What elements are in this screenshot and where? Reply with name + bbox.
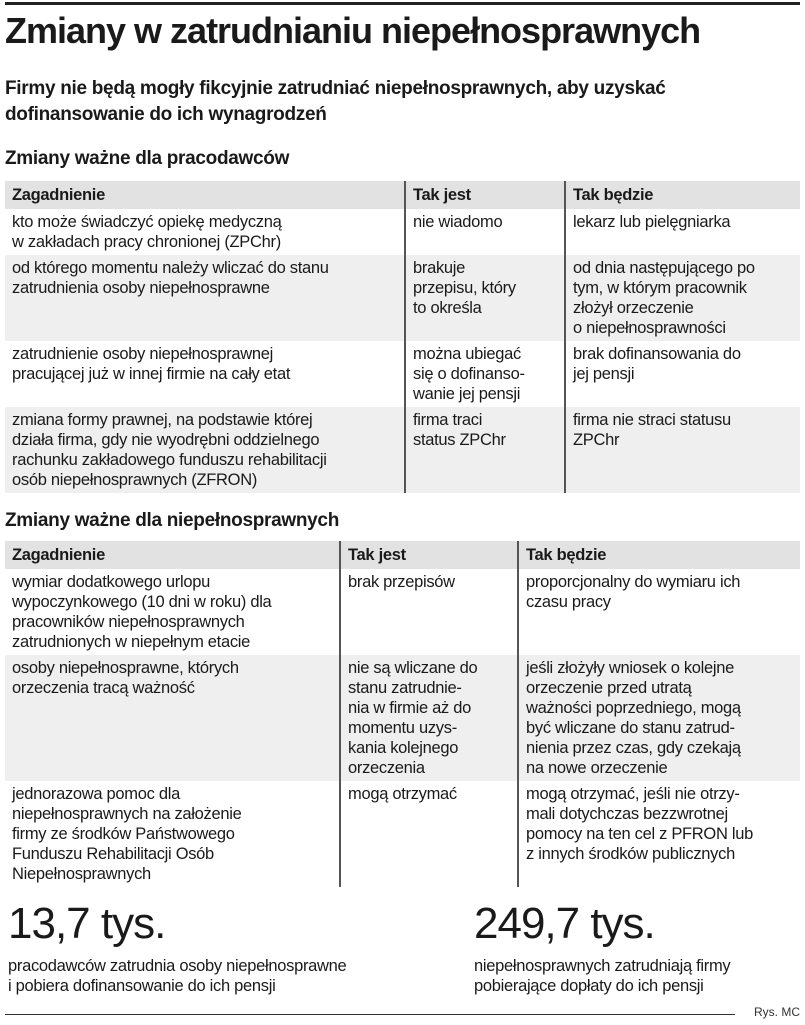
cell-line: lekarz lub pielęgniarka xyxy=(573,213,731,231)
cell-line: kto może świadczyć opiekę medyczną xyxy=(12,213,282,231)
top-rule xyxy=(5,2,800,5)
cell-line: działa firma, gdy nie wyodrębni oddzielnego xyxy=(12,431,320,449)
stat-desc-line: niepełnosprawnych zatrudniają firmy xyxy=(474,957,731,975)
cell-line: na nowe orzeczenie xyxy=(526,759,668,777)
subtitle xyxy=(5,76,666,128)
table-cell xyxy=(5,255,405,341)
cell-line: się o dofinanso- xyxy=(413,365,525,383)
cell-line: brak przepisów xyxy=(348,573,455,591)
cell-line: zmiana formy prawnej, na podstawie której xyxy=(12,411,313,429)
cell-line: firma traci xyxy=(413,411,483,429)
table-cell xyxy=(405,341,565,407)
table-row xyxy=(5,781,800,887)
cell-line: nie są wliczane do xyxy=(348,659,478,677)
column-header: Tak jest xyxy=(405,181,565,209)
stat-desc-line: pracodawców zatrudnia osoby niepełnosprawne xyxy=(8,957,347,975)
table-header-row xyxy=(5,541,800,569)
column-header: Zagadnienie xyxy=(5,181,405,209)
table-cell xyxy=(565,341,800,407)
cell-line: Funduszu Rehabilitacji Osób xyxy=(12,845,214,863)
stat-employers xyxy=(8,900,346,996)
bottom-rule xyxy=(5,1014,735,1015)
table-row xyxy=(5,341,800,407)
column-header: Zagadnienie xyxy=(5,541,340,569)
table-cell xyxy=(340,781,518,887)
cell-line: rachunku zakładowego funduszu rehabilitacji xyxy=(12,451,327,469)
stat-desc-line: i pobiera dofinansowanie do ich pensji xyxy=(8,977,276,995)
cell-line: ważności poprzedniego, mogą xyxy=(526,699,741,717)
section-heading-disabled: Zmiany ważne dla niepełnosprawnych xyxy=(5,510,339,531)
cell-line: pomocy na ten cel z PFRON lub xyxy=(526,825,753,843)
cell-line: od którego momentu należy wliczać do stanu xyxy=(12,259,329,277)
stat-disabled-workers xyxy=(474,900,730,996)
cell-line: być wliczane do stanu zatrud- xyxy=(526,719,735,737)
cell-line: wypoczynkowego (10 dni w roku) dla xyxy=(12,593,272,611)
table-cell xyxy=(5,655,340,781)
disabled-table xyxy=(5,541,800,887)
cell-line: od dnia następującego po xyxy=(573,259,755,277)
table-cell xyxy=(518,569,800,655)
employers-table xyxy=(5,181,800,493)
cell-line: zatrudnienia osoby niepełnosprawne xyxy=(12,279,270,297)
cell-line: można ubiegać xyxy=(413,345,522,363)
table-cell xyxy=(5,781,340,887)
cell-line: zatrudnienie osoby niepełnosprawnej xyxy=(12,345,274,363)
cell-line: niepełnosprawnych na założenie xyxy=(12,805,242,823)
cell-line: nia w firmie aż do xyxy=(348,699,471,717)
table-cell xyxy=(405,407,565,493)
cell-line: nienia przez czas, gdy czekają xyxy=(526,739,741,757)
table-row xyxy=(5,407,800,493)
cell-line: złożył orzeczenie xyxy=(573,299,694,317)
table-cell xyxy=(5,407,405,493)
table-cell xyxy=(5,341,405,407)
table-cell xyxy=(565,255,800,341)
cell-line: stanu zatrudnie- xyxy=(348,679,462,697)
table-row xyxy=(5,255,800,341)
cell-line: tym, w którym pracownik xyxy=(573,279,747,297)
column-header: Tak jest xyxy=(340,541,518,569)
cell-line: ZPChr xyxy=(573,431,620,449)
cell-line: mogą otrzymać, jeśli nie otrzy- xyxy=(526,785,740,803)
cell-line: firmy ze środków Państwowego xyxy=(12,825,235,843)
cell-line: osób niepełnosprawnych (ZFRON) xyxy=(12,471,258,489)
cell-line: pracowników niepełnosprawnych xyxy=(12,613,245,631)
cell-line: wanie jej pensji xyxy=(413,385,521,403)
cell-line: Niepełnosprawnych xyxy=(12,865,151,883)
cell-line: kania kolejnego xyxy=(348,739,459,757)
cell-line: w zakładach pracy chronionej (ZPChr) xyxy=(12,233,281,251)
cell-line: z innych środków publicznych xyxy=(526,845,735,863)
table-cell xyxy=(5,569,340,655)
cell-line: proporcjonalny do wymiaru ich xyxy=(526,573,741,591)
cell-line: o niepełnosprawności xyxy=(573,319,726,337)
table-cell xyxy=(340,569,518,655)
cell-line: jednorazowa pomoc dla xyxy=(12,785,180,803)
page-title: Zmiany w zatrudnianiu niepełnosprawnych xyxy=(5,10,701,51)
table-cell xyxy=(518,655,800,781)
cell-line: orzeczenia xyxy=(348,759,425,777)
table-row xyxy=(5,655,800,781)
stat-value: 249,7 tys. xyxy=(474,899,655,948)
cell-line: brakuje xyxy=(413,259,466,277)
column-header: Tak będzie xyxy=(565,181,800,209)
cell-line: nie wiadomo xyxy=(413,213,503,231)
credit: Rys. MC xyxy=(754,1005,800,1019)
column-header: Tak będzie xyxy=(518,541,800,569)
cell-line: orzeczenie przed utratą xyxy=(526,679,692,697)
stat-desc-line: pobierające dopłaty do ich pensji xyxy=(474,977,704,995)
cell-line: firma nie straci statusu xyxy=(573,411,731,429)
cell-line: status ZPChr xyxy=(413,431,506,449)
cell-line: osoby niepełnosprawne, których xyxy=(12,659,239,677)
cell-line: momentu uzys- xyxy=(348,719,457,737)
table-row xyxy=(5,209,800,255)
table-cell xyxy=(5,209,405,255)
section-heading-employers: Zmiany ważne dla pracodawców xyxy=(5,148,290,169)
cell-line: jeśli złożyły wniosek o kolejne xyxy=(526,659,735,677)
cell-line: mali dotychczas bezzwrotnej xyxy=(526,805,728,823)
cell-line: wymiar dodatkowego urlopu xyxy=(12,573,210,591)
cell-line: pracującej już w innej firmie na cały etat xyxy=(12,365,291,383)
table-cell xyxy=(518,781,800,887)
cell-line: przepisu, który xyxy=(413,279,516,297)
cell-line: jej pensji xyxy=(573,365,635,383)
cell-line: zatrudnionych w niepełnym etacie xyxy=(12,633,251,651)
subtitle-line: dofinansowanie do ich wynagrodzeń xyxy=(5,104,327,125)
cell-line: orzeczenia tracą ważność xyxy=(12,679,195,697)
subtitle-line: Firmy nie będą mogły fikcyjnie zatrudniać niepełnosprawnych, aby uzyskać xyxy=(5,78,666,99)
table-row xyxy=(5,569,800,655)
cell-line: brak dofinansowania do xyxy=(573,345,741,363)
table-header-row xyxy=(5,181,800,209)
cell-line: to określa xyxy=(413,299,482,317)
table-cell xyxy=(565,407,800,493)
cell-line: czasu pracy xyxy=(526,593,611,611)
stat-value: 13,7 tys. xyxy=(8,899,166,948)
table-cell xyxy=(405,255,565,341)
cell-line: mogą otrzymać xyxy=(348,785,457,803)
table-cell xyxy=(405,209,565,255)
table-cell xyxy=(340,655,518,781)
table-cell xyxy=(565,209,800,255)
